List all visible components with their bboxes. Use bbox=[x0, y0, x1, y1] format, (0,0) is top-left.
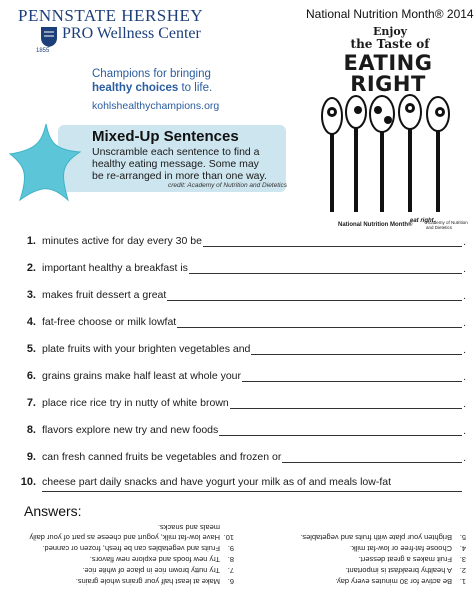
answer-key bbox=[14, 520, 466, 590]
question-row bbox=[14, 476, 464, 492]
question-text: place rice rice try in nutty of white brown bbox=[42, 397, 229, 409]
tagline-line-2 bbox=[92, 82, 212, 94]
spoons-illustration-icon bbox=[318, 94, 458, 218]
instruction-line-1: Unscramble each sentence to find a bbox=[92, 146, 260, 158]
question-number: 5. bbox=[26, 343, 36, 355]
question-row: 9. can fresh canned fruits be vegetables and frozen or . bbox=[14, 451, 464, 467]
answer-item: 4. Choose fat-free or low-fat milk. bbox=[349, 544, 466, 553]
eatright-logo: eat right. bbox=[410, 218, 436, 224]
answer-item: 5. Brighten your plate with fruits and vegetables. bbox=[300, 533, 466, 542]
question-row: 4. fat-free choose or milk lowfat . bbox=[14, 316, 464, 332]
campaign-eating: EATING bbox=[343, 51, 433, 75]
question-text: grains grains make half least at whole your bbox=[42, 370, 242, 382]
answer-key-column bbox=[14, 521, 234, 586]
answer-line[interactable] bbox=[42, 491, 462, 492]
activity-credit: credit: Academy of Nutrition and Dietetics bbox=[168, 182, 287, 189]
campaign-right: RIGHT bbox=[350, 72, 426, 96]
question-text: fat-free choose or milk lowfat bbox=[42, 316, 177, 328]
answer-item: 9. Fruits and vegetables can be fresh, frozen or canned. bbox=[42, 544, 234, 553]
org-logo-subtitle: PRO Wellness Center bbox=[62, 25, 201, 42]
org-logo-year: 1855 bbox=[36, 48, 50, 54]
answer-item: 6. Make at least half your grains whole grains. bbox=[75, 577, 234, 586]
question-text: flavors explore new try and new foods bbox=[42, 424, 219, 436]
question-row: 8. flavors explore new try and new foods . bbox=[14, 424, 464, 440]
answer-item: 2. A healthy breakfast is important. bbox=[345, 566, 466, 575]
instruction-line-3: be re-arranged in more than one way. bbox=[92, 170, 267, 182]
answer-item: 10. Have low-fat milk, yogurt and cheese as part of your daily meals and snacks. bbox=[29, 523, 234, 542]
tagline-bold: healthy choices bbox=[92, 82, 179, 94]
question-number: 9. bbox=[26, 451, 36, 463]
question-row: 5. plate fruits with your brighten vegetables and . bbox=[14, 343, 464, 359]
academy-logo-text: Academy of Nutrition and Dietetics bbox=[426, 220, 468, 230]
website-text: kohlshealthychampions.org bbox=[92, 100, 220, 112]
campaign-title: National Nutrition Month® 2014 bbox=[306, 7, 474, 21]
question-text: plate fruits with your brighten vegetables and bbox=[42, 343, 251, 355]
question-text: important healthy a breakfast is bbox=[42, 262, 188, 274]
answer-item: 8. Try new foods and explore new flavors. bbox=[89, 555, 234, 564]
answers-heading: Answers: bbox=[24, 503, 82, 519]
org-logo-name: PENNSTATE HERSHEY bbox=[18, 6, 204, 25]
question-number: 3. bbox=[26, 289, 36, 301]
tagline-line-1: Champions for bringing bbox=[92, 68, 211, 80]
question-row: 3. makes fruit dessert a great . bbox=[14, 289, 464, 305]
campaign-taste-of: the Taste of bbox=[350, 37, 430, 51]
question-text: makes fruit dessert a great bbox=[42, 289, 167, 301]
answer-item: 3. Fruit makes a great dessert. bbox=[358, 555, 466, 564]
activity-title: Mixed-Up Sentences bbox=[92, 128, 239, 145]
question-text: minutes active for day every 30 be bbox=[42, 235, 202, 247]
tagline-rest: to life. bbox=[178, 82, 213, 94]
question-number: 4. bbox=[26, 316, 36, 328]
instruction-line-2: healthy eating message. Some may bbox=[92, 158, 259, 170]
answer-item: 1. Be active for 30 minutes every day. bbox=[335, 577, 466, 586]
question-row: 7. place rice rice try in nutty of white brown . bbox=[14, 397, 464, 413]
question-text: cheese part daily snacks and have yogurt your milk as of and meals low-fat bbox=[42, 476, 392, 488]
question-number: 7. bbox=[26, 397, 36, 409]
star-icon bbox=[6, 120, 86, 206]
answer-key-column bbox=[246, 531, 466, 586]
question-number: 8. bbox=[26, 424, 36, 436]
campaign-enjoy: Enjoy bbox=[372, 25, 408, 38]
question-number: 10. bbox=[20, 476, 36, 488]
answer-item: 7. Try nutty brown rice in place of white rice. bbox=[82, 566, 234, 575]
question-number: 2. bbox=[26, 262, 36, 274]
question-number: 6. bbox=[26, 370, 36, 382]
question-row: 2. important healthy a breakfast is . bbox=[14, 262, 464, 278]
question-row: 6. grains grains make half least at whole your . bbox=[14, 370, 464, 386]
campaign-small-label: National Nutrition Month® bbox=[338, 222, 413, 228]
shield-logo-icon bbox=[40, 26, 58, 48]
question-number: 1. bbox=[26, 235, 36, 247]
question-text: can fresh canned fruits be vegetables and frozen or bbox=[42, 451, 282, 463]
question-row: 1. minutes active for day every 30 be . bbox=[14, 235, 464, 251]
